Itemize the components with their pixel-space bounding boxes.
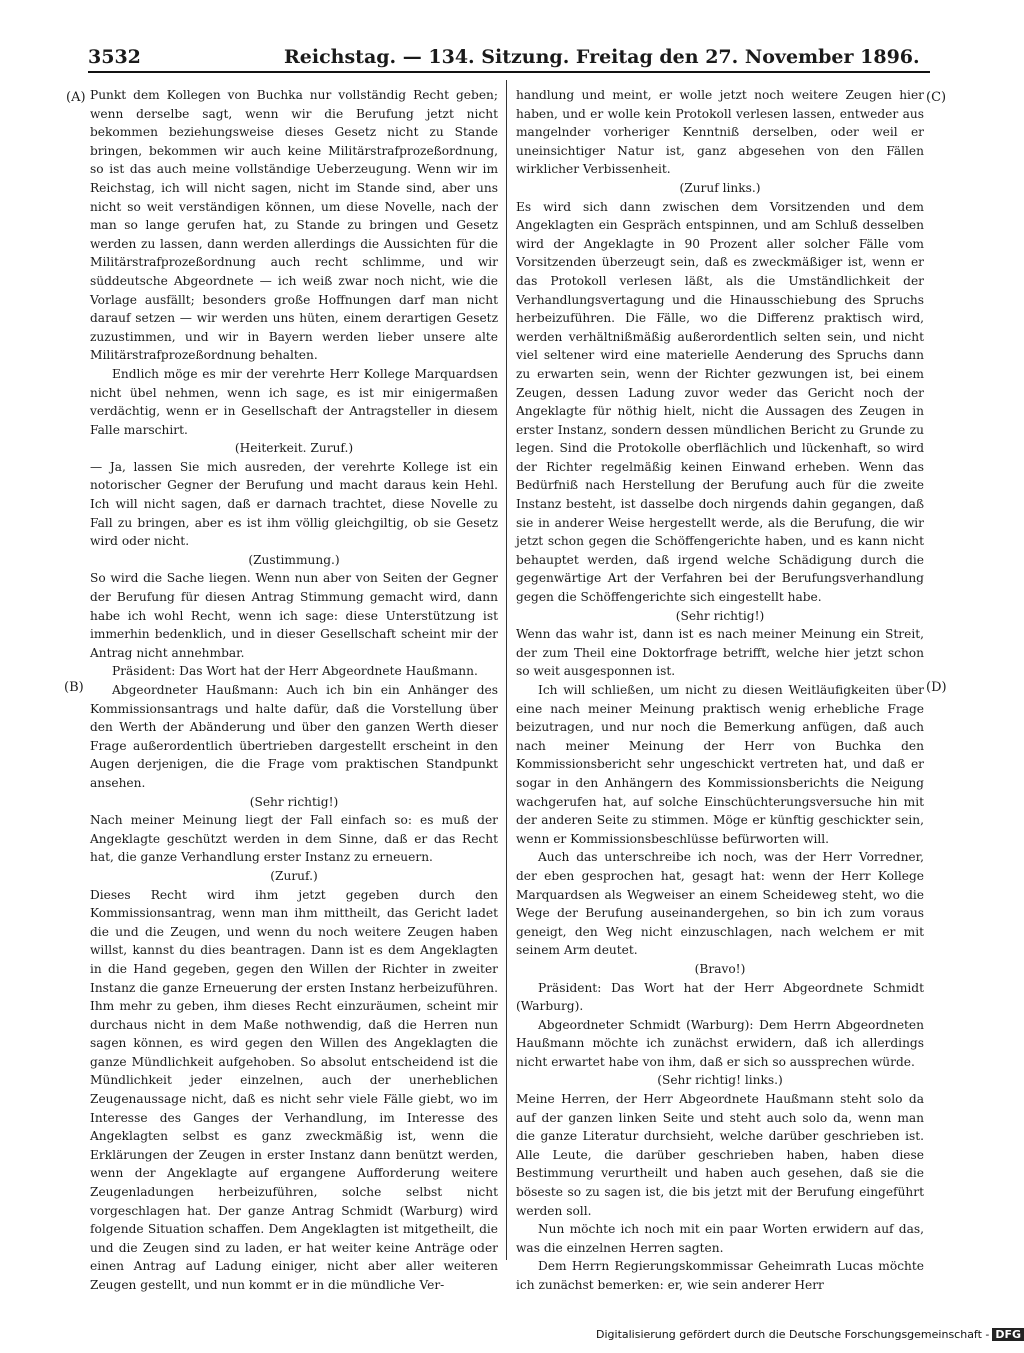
paragraph: Punkt dem Kollegen von Buchka nur vollständig Recht geben; wenn derselbe sagt, wenn wir die Berufung jetzt nicht bekommen beziehungsweise dieses Gesetz nicht zu Stande bringen, bekommen wir auch keine Militärstrafprozeßordnung, so ist das auch meine vollständige Ueberzeugung. Wenn wir im Reichstag, ich will nicht sagen, nicht im Stande sind, aber uns nicht so weit verständigen können, um diese Novelle, nach der man so lange gerufen hat, zu Stande zu bringen und Gesetz werden zu lassen, dann werden allerdings die Aussichten für die Militärstrafprozeßordnung auch recht schlimme, und wir süddeutsche Abgeordnete — ich weiß zwar noch nicht, wie die Vorlage ausfällt; besonders große Hoffnungen darf man nicht darauf setzen — wir werden uns hüten, einem derartigen Gesetz zuzustimmen, und wir in Bayern werden lieber unsere alte Militärstrafprozeßordnung behalten. xyxy=(90,88,498,363)
paragraph: Meine Herren, der Herr Abgeordnete Haußmann steht solo da auf der ganzen linken Seite und steht auch solo da, wenn man die ganze Literatur durchsieht, welche darüber geschrieben ist. Alle Leute, die darüber geschrieben haben, haben diese Bestimmung verurtheilt und haben auch gesehen, daß sie die böseste so zu sagen ist, die bis jetzt mit der Berufung eingeführt werden soll. xyxy=(516,1092,924,1218)
page-number: 3532 xyxy=(88,46,141,68)
paragraph: (Zuruf.) xyxy=(270,868,318,883)
paragraph: Nach meiner Meinung liegt der Fall einfach so: es muß der Angeklagte geschützt werden in dem Sinne, daß er das Recht hat, die ganze Verhandlung erster Instanz zu erneuern. xyxy=(90,813,498,865)
paragraph: (Zuruf links.) xyxy=(679,180,761,195)
paragraph: Abgeordneter Schmidt (Warburg): Dem Herrn Abgeordneten Haußmann möchte ich zunächst erwidern, daß ich allerdings nicht erwartet habe von ihm, daß er sich so aussprechen würde. xyxy=(516,1017,924,1069)
margin-marker-a: (A) xyxy=(66,90,86,105)
page-title: Reichstag. — 134. Sitzung. Freitag den 27. November 1896. xyxy=(284,46,920,68)
paragraph: (Heiterkeit. Zuruf.) xyxy=(234,441,354,456)
paragraph: Nun möchte ich noch mit ein paar Worten erwidern auf das, was die einzelnen Herren sagten. xyxy=(516,1222,924,1255)
paragraph: So wird die Sache liegen. Wenn nun aber von Seiten der Gegner der Berufung für diesen Antrag Stimmung gemacht wird, dann habe ich wohl Recht, wenn ich sage: diese Unterstützung ist immerhin bedenklich, und in dieser Gesellschaft scheint mir der Antrag nicht annehmbar. xyxy=(90,571,498,660)
paragraph: (Zustimmung.) xyxy=(248,552,340,567)
footer-text: Digitalisierung gefördert durch die Deutsche Forschungsgemeinschaft - xyxy=(596,1328,990,1341)
footer xyxy=(596,1328,1024,1341)
paragraph: Dieses Recht wird ihm jetzt gegeben durch den Kommissionsantrag, wenn man ihm mittheilt, das Gericht ladet die und die Zeugen, und wenn du noch weitere Zeugen haben willst, kannst du dies beantragen. Dann ist es dem Angeklagten in die Hand gegeben, gegen den Willen der Richter in zweiter Instanz die ganze Erneuerung der ersten Instanz herbeizuführen. Ihm mehr zu geben, ihm dieses Recht einzuräumen, scheint mir durchaus nicht in dem Maße nothwendig, daß die Herren nun sagen können, es wird gegen den Willen des Angeklagten die ganze Mündlichkeit aufgehoben. So absolut entscheidend ist die Mündlichkeit jeder einzelnen, auch der unerheblichen Zeugenaussage nicht, daß es nicht sehr viele Fälle giebt, wo im Interesse des Ganges der Verhandlung, im Interesse des Angeklagten selbst es ganz zweckmäßig ist, wenn die Erklärungen der Zeugen in erster Instanz dann benützt werden, wenn der Angeklagte auf ergangene Aufforderung weitere Zeugenladungen herbeizuführen, solche selbst nicht vorgeschlagen hat. Der ganze Antrag Schmidt (Warburg) wird folgende Situation schaffen. Dem Angeklagten ist mitgetheilt, die und die Zeugen sind zu laden, er hat weiter keine Anträge oder einen Antrag auf Ladung einiger, nicht aber aller weiteren Zeugen gestellt, und nun kommt er in die mündliche Ver- xyxy=(90,887,498,1292)
paragraph: (Sehr richtig!) xyxy=(249,794,339,809)
paragraph: Präsident: Das Wort hat der Herr Abgeordnete Haußmann. xyxy=(112,664,478,679)
right-column xyxy=(516,86,924,1295)
paragraph: handlung und meint, er wolle jetzt noch weitere Zeugen hier haben, und er wolle kein Protokoll verlesen lassen, entweder aus mangelnder vorheriger Kenntniß derselben, oder weil er uneinsichtiger Natur ist, ganz abgesehen von den Fällen wirklicher Verbissenheit. xyxy=(516,88,924,177)
header-rule xyxy=(88,71,930,73)
paragraph: Ich will schließen, um nicht zu diesen Weitläufigkeiten über eine nach meiner Meinung praktisch wenig erhebliche Frage beizutragen, und nur noch die Bemerkung anfügen, daß auch nach meiner Meinung der Herr von Buchka den Kommissionsbericht sehr ungeschickt vertreten hat, und daß er sogar in den Anhängern des Kommissionsberichts die Neigung wachgerufen hat, auf solche Einschüchterungsversuche hin mit der anderen Seite zu stimmen. Möge er künftig geschickter sein, wenn er Kommissionsbeschlüsse befürworten will. xyxy=(516,683,924,846)
paragraph: Es wird sich dann zwischen dem Vorsitzenden und dem Angeklagten ein Gespräch entspinnen, und am Schluß desselben wird der Angeklagte in 90 Prozent aller solcher Fälle vom Vorsitzenden überzeugt sein, daß es zweckmäßiger ist, wenn er das Protokoll verlesen läßt, als die Umständlichkeit der Verhandlungsvertagung und die Hinausschiebung des Spruchs herbeizuführen. Die Fälle, wo die Differenz praktisch wird, werden verhältnißmäßig außerordentlich selten sein, und nicht viel seltener wird eine materielle Aenderung des Spruchs dann zu erwarten sein, wenn der Richter gezwungen ist, bei einem Zeugen, dessen Ladung zuvor weder das Gericht noch der Angeklagte für nöthig hielt, nicht die Aussagen des Zeugen in erster Instanz, sondern dessen mündlichen Bericht zu Grunde zu legen. Sind die Protokolle oberflächlich und lückenhaft, so wird der Richter regelmäßig keinen Einwand erheben. Wenn das Bedürfniß nach Herstellung der Berufung auch für die zweite Instanz besteht, ist dasselbe doch nirgends dahin gegangen, daß sie in anderer Weise hergestellt werde, als die Berufung, die wir jetzt schon gegen die Schöffengerichte haben, und es kann nicht behauptet werden, daß irgend welche Schädigung durch die gegenwärtige Art der Verfahren bei der Berufungsverhandlung gegen die Schöffengerichte sich eingestellt habe. xyxy=(516,199,924,605)
paragraph: Abgeordneter Haußmann: Auch ich bin ein Anhänger des Kommissionsantrags und halte dafür, daß die Vorstellung über den Werth der Abänderung und über den ganzen Werth dieser Frage außerordentlich übertrieben dargestellt erscheint in den Augen derjenigen, die die Frage vom praktischen Standpunkt ansehen. xyxy=(90,683,498,790)
dfg-logo: DFG xyxy=(992,1328,1024,1341)
left-column xyxy=(90,86,498,1295)
paragraph: Präsident: Das Wort hat der Herr Abgeordnete Schmidt (Warburg). xyxy=(516,980,924,1014)
page-header xyxy=(88,42,930,72)
column-divider xyxy=(506,80,507,1260)
paragraph: — Ja, lassen Sie mich ausreden, der verehrte Kollege ist ein notorischer Gegner der Berufung und macht daraus kein Hehl. Ich will nicht sagen, daß er darnach trachtet, diese Novelle zu Fall zu bringen, aber es ist ihm völlig gleichgiltig, ob sie Gesetz wird oder nicht. xyxy=(90,459,498,549)
paragraph: (Bravo!) xyxy=(694,961,746,976)
paragraph: Dem Herrn Regierungskommissar Geheimrath Lucas möchte ich zunächst bemerken: er, wie sein anderer Herr xyxy=(516,1259,924,1292)
paragraph: (Sehr richtig!) xyxy=(675,608,765,623)
margin-marker-b: (B) xyxy=(64,680,84,695)
margin-marker-d: (D) xyxy=(926,680,947,695)
paragraph: Endlich möge es mir der verehrte Herr Kollege Marquardsen nicht übel nehmen, wenn ich sage, es ist mir einigermaßen verdächtig, wenn er in Gesellschaft der Antragsteller in diesem Falle marschirt. xyxy=(90,366,498,437)
margin-marker-c: (C) xyxy=(926,90,947,105)
paragraph: (Sehr richtig! links.) xyxy=(657,1073,783,1088)
paragraph: Auch das unterschreibe ich noch, was der Herr Vorredner, der eben gesprochen hat, gesagt hat: wenn der Herr Kollege Marquardsen als Wegweiser an einem Scheideweg steht, wo die Wege der Berufung auseinandergehen, so bin ich zum voraus geneigt, den Weg nicht einzuschlagen, nach welchem er mit seinem Arm deutet. xyxy=(516,850,924,958)
paragraph: Wenn das wahr ist, dann ist es nach meiner Meinung ein Streit, der zum Theil eine Doktorfrage betrifft, welche hier jetzt schon so weit ausgesponnen ist. xyxy=(516,627,924,679)
